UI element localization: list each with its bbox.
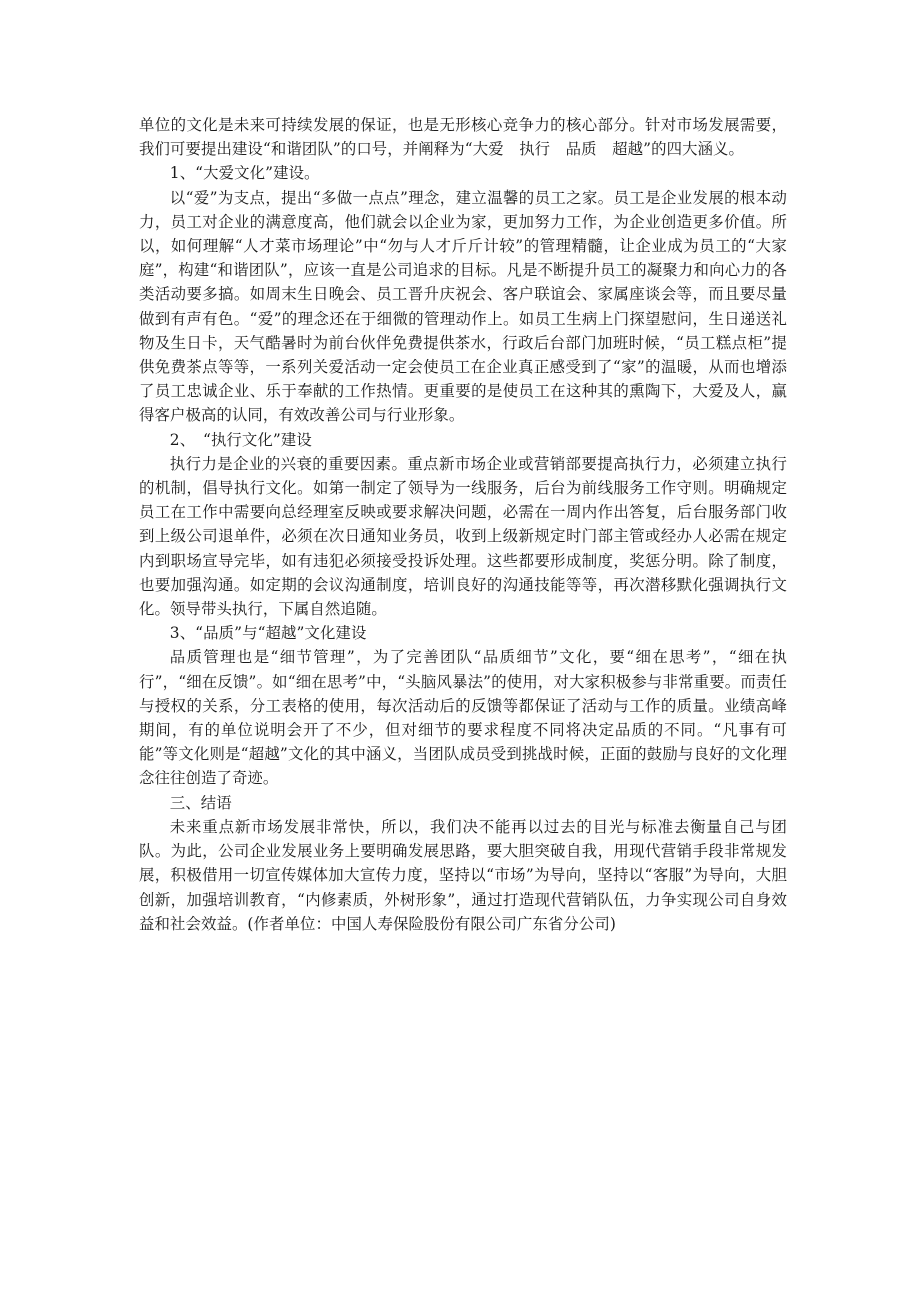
section-heading-conclusion: 三、结语 (169, 793, 232, 812)
quality-culture-paragraph: 品质管理也是“细节管理”，为了完善团队“品质细节”文化，要“细在思考”，“细在执行”，“细在反馈”。如“细在思考”中，“头脑风暴法”的使用，对大家积极参与非常重要。而责任与授权的关系，分工表格的使用，每次活动后的反馈等都保证了活动与工作的质量。业绩高峰期间，有的单位说明会开了不少，但对细节的要求程度不同将决定品质的不同。“凡事有可能”等文化则是“超越”文化的其中涵义，当团队成员受到挑战时候，正面的鼓励与良好的文化理念往往创造了奇迹。 (139, 648, 787, 788)
section-heading-love-culture: 1、“大爱文化”建设。 (169, 164, 320, 183)
conclusion-paragraph: 未来重点新市场发展非常快，所以，我们决不能再以过去的目光与标准去衡量自己与团队。为此，公司企业发展业务上要明确发展思路，要大胆突破自我，用现代营销手段非常规发展，积极借用一切宣传媒体加大宣传力度，坚持以“市场”为导向，坚持以“客服”为导向，大胆创新，加强培训教育，“内修素质，外树形象”，通过打造现代营销队伍，力争实现公司自身效益和社会效益。(作者单位：中国人寿保险股份有限公司广东省分公司) (139, 817, 787, 933)
section-heading-quality-culture: 3、“品质”与“超越”文化建设 (169, 624, 367, 643)
section-heading-execution-culture: 2、 “执行文化”建设 (169, 430, 312, 449)
execution-culture-paragraph: 执行力是企业的兴衰的重要因素。重点新市场企业或营销部要提高执行力，必须建立执行的机制，倡导执行文化。如第一制定了领导为一线服务，后台为前线服务工作守则。明确规定员工在工作中需要向总经理室反映或要求解决问题，必需在一周内作出答复，后台服务部门收到上级公司退单件，必须在次日通知业务员，收到上级新规定时门部主管或经办人必需在规定内到职场宣导完毕，如有违犯必须接受投诉处理。这些都要形成制度，奖惩分明。除了制度，也要加强沟通。如定期的会议沟通制度，培训良好的沟通技能等等，再次潜移默化强调执行文化。领导带头执行，下属自然追随。 (139, 454, 787, 619)
intro-paragraph: 单位的文化是未来可持续发展的保证，也是无形核心竞争力的核心部分。针对市场发展需要，我们可要提出建设“和谐团队”的口号，并阐释为“大爱 执行 品质 超越”的四大涵义。 (139, 116, 787, 159)
love-culture-paragraph: 以“爱”为支点，提出“多做一点点”理念，建立温馨的员工之家。员工是企业发展的根本动力，员工对企业的满意度高，他们就会以企业为家，更加努力工作，为企业创造更多价值。所以，如何理解“人才菜市场理论”中“勿与人才斤斤计较”的管理精髓，让企业成为员工的“大家庭”，构建“和谐团队”，应该一直是公司追求的目标。凡是不断提升员工的凝聚力和向心力的各类活动要多搞。如周末生日晚会、员工晋升庆祝会、客户联谊会、家属座谈会等，而且要尽量做到有声有色。“爱”的理念还在于细微的管理动作上。如员工生病上门探望慰问，生日递送礼物及生日卡，天气酷暑时为前台伙伴免费提供茶水，行政后台部门加班时候，“员工糕点柜”提供免费茶点等等，一系列关爱活动一定会使员工在企业真正感受到了“家”的温暖，从而也增添了员工忠诚企业、乐于奉献的工作热情。更重要的是使员工在这种其的熏陶下，大爱及人，赢得客户极高的认同，有效改善公司与行业形象。 (139, 188, 787, 425)
document-body (139, 113, 787, 936)
